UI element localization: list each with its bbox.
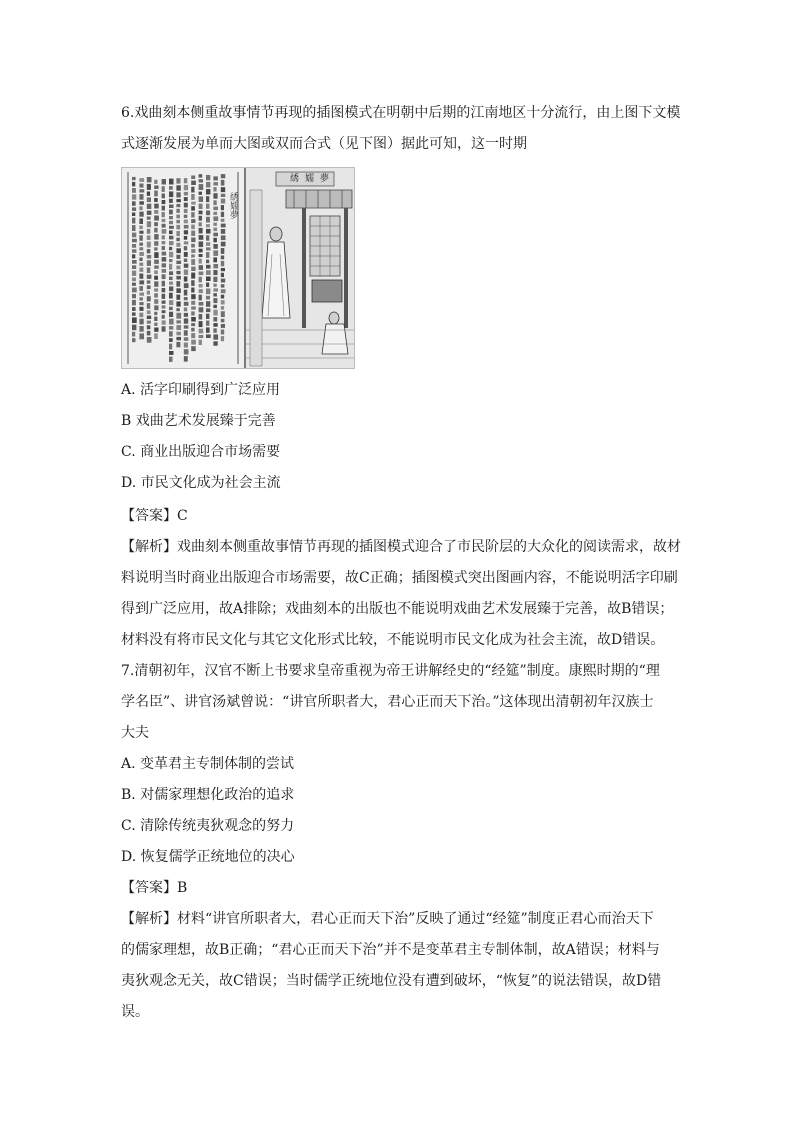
q6-stem-line-2: 式逐渐发展为单而大图或双而合式（见下图）据此可知，这一时期 [121, 136, 527, 152]
q6-analysis-line-1: 【解析】戏曲刻本侧重故事情节再现的插图模式迎合了市民阶层的大众化的阅读需求，故材 [121, 539, 681, 555]
q7-stem-line-2: 学名臣”、讲官汤斌曾说：“讲官所职者大，君心正而天下治。”这体现出清朝初年汉族士 [121, 694, 654, 710]
illustration-picture-page [244, 168, 354, 368]
q6-option-b[interactable]: B 戏曲艺术发展臻于完善 [121, 413, 276, 429]
q6-analysis-line-2: 料说明当时商业出版迎合市场需要，故C正确；插图模式突出图画内容，不能说明活字印刷 [121, 570, 678, 586]
scene-graphic [246, 168, 354, 368]
q7-analysis-line-3: 夷狄观念无关，故C错误；当时儒学正统地位没有遭到破坏，“恢复”的说法错误，故D错 [121, 973, 662, 989]
illustration-text-page [122, 168, 244, 368]
q6-option-a[interactable]: A. 活字印刷得到广泛应用 [121, 382, 281, 398]
woodblock-illustration [121, 167, 355, 369]
q7-option-a[interactable]: A. 变革君主专制体制的尝试 [121, 756, 295, 772]
q6-option-d[interactable]: D. 市民文化成为社会主流 [121, 475, 281, 491]
q7-analysis-line-4: 误。 [121, 1004, 149, 1020]
document-page [121, 98, 681, 1028]
q7-analysis-line-2: 的儒家理想，故B正确；“君心正而天下治”并不是变革君主专制体制，故A错误；材料与 [121, 942, 660, 958]
q7-stem-line-3: 大夫 [121, 725, 149, 741]
q7-option-d[interactable]: D. 恢复儒学正统地位的决心 [121, 849, 295, 865]
q7-analysis-line-1: 【解析】材料“讲官所职者大，君心正而天下治”反映了通过“经筵”制度正君心而治天下 [121, 911, 654, 927]
q7-option-c[interactable]: C. 清除传统夷狄观念的努力 [121, 818, 295, 834]
q6-stem-line-1: 6.戏曲刻本侧重故事情节再现的插图模式在明朝中后期的江南地区十分流行，由上图下文模 [121, 105, 681, 121]
q6-option-c[interactable]: C. 商业出版迎合市场需要 [121, 444, 281, 460]
q6-answer: 【答案】C [121, 508, 188, 524]
left-page-title: 綉嬬夢 [228, 192, 238, 219]
q6-analysis-line-4: 材料没有将市民文化与其它文化形式比较，不能说明市民文化成为社会主流，故D错误。 [121, 632, 665, 648]
q6-analysis-line-3: 得到广泛应用，故A排除；戏曲刻本的出版也不能说明戏曲艺术发展臻于完善，故B错误； [121, 601, 674, 617]
right-page-title: 綉嬬夢 [290, 174, 336, 184]
q7-stem-line-1: 7.清朝初年，汉官不断上书要求皇帝重视为帝王讲解经史的“经筵”制度。康熙时期的“理 [121, 663, 660, 679]
q7-answer: 【答案】B [121, 880, 188, 896]
q7-option-b[interactable]: B. 对儒家理想化政治的追求 [121, 787, 295, 803]
